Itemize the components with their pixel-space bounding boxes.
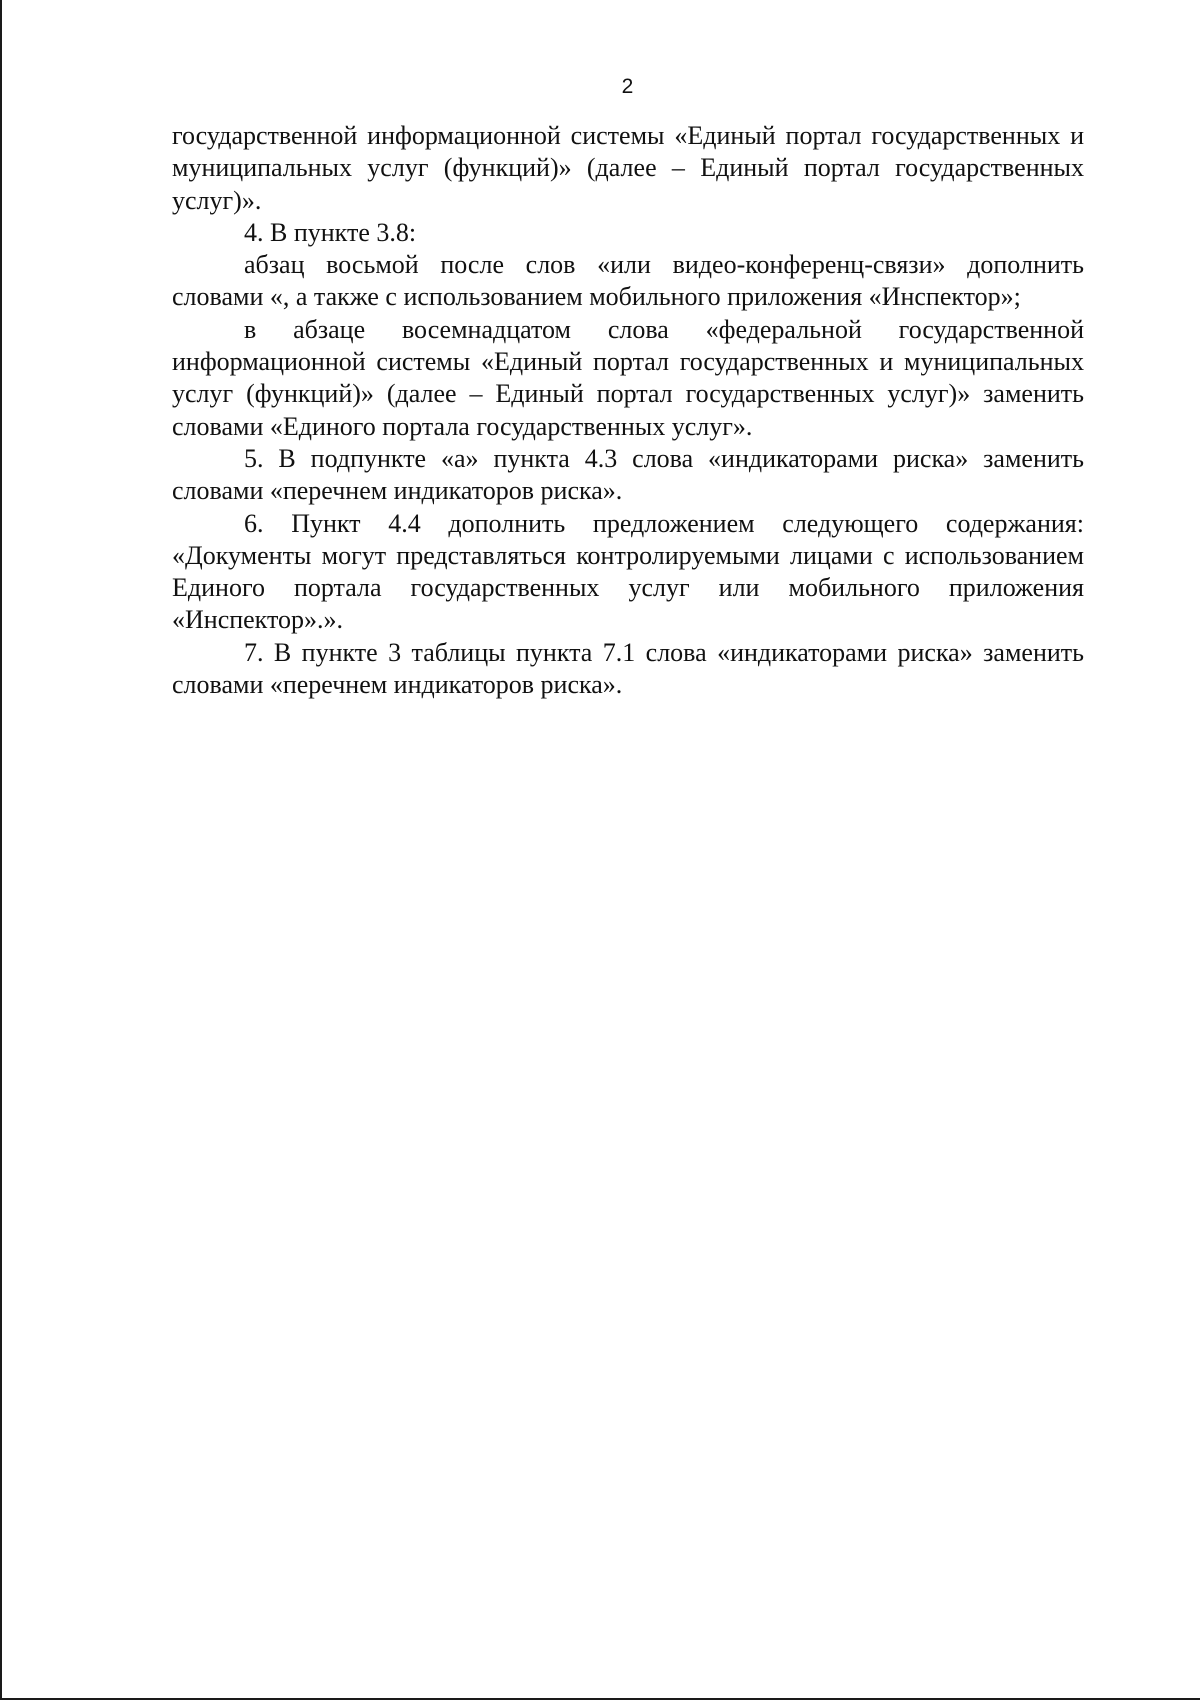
scan-edge-left — [0, 0, 2, 1700]
paragraph-item-4: 4. В пункте 3.8: — [244, 217, 417, 247]
paragraph-item-5: 5. В подпункте «а» пункта 4.3 слова «индикаторами риска» заменить словами «перечнем индикаторов риска». — [172, 443, 1084, 506]
paragraph-item-4-abzac-18: в абзаце восемнадцатом слова «федеральной государственной информационной системы «Единый портал государственных и муниципальных услуг (функций)» (далее – Единый портал государственных услуг)» заменить словами «Единого портала государственных услуг». — [172, 314, 1084, 441]
paragraph-item-4-abzac-8: абзац восьмой после слов «или видео-конференц-связи» дополнить словами «, а также с использованием мобильного приложения «Инспектор»; — [172, 250, 1084, 312]
page-number: 2 — [621, 75, 634, 98]
paragraph-item-6: 6. Пункт 4.4 дополнить предложением следующего содержания: «Документы могут представляться контролируемыми лицами с использованием Единого портала государственных услуг или мобильного приложения «Инспектор».». — [172, 508, 1084, 635]
document-body — [172, 120, 1084, 701]
paragraph-item-7: 7. В пункте 3 таблицы пункта 7.1 слова «индикаторами риска» заменить словами «перечнем индикаторов риска». — [172, 637, 1084, 700]
paragraph-continuation: государственной информационной системы «Единый портал государственных и муниципальных услуг (функций)» (далее – Единый портал государственных услуг)». — [172, 121, 1084, 215]
